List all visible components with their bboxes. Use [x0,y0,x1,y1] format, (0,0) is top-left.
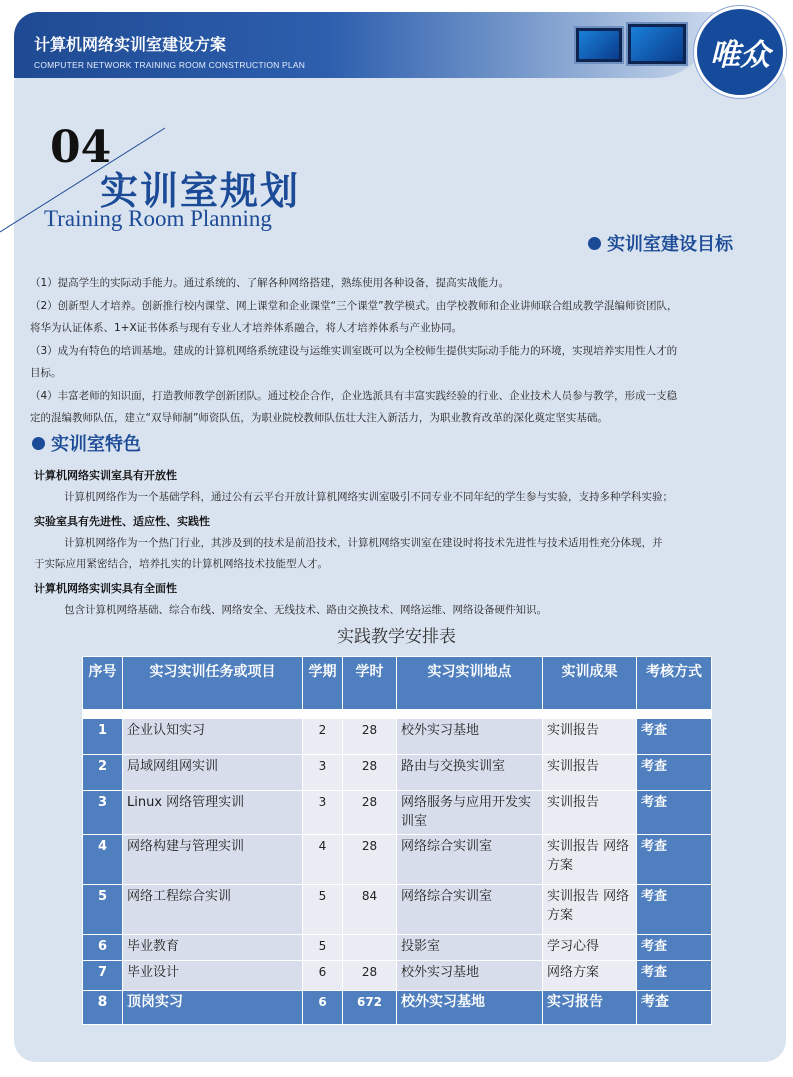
column-header: 考核方式 [637,657,712,710]
cell-result: 实习报告 [543,991,637,1025]
cell-task: 网络工程综合实训 [123,885,303,935]
goal-line: （3）成为有特色的培训基地。建成的计算机网络系统建设与运维实训室既可以为全校师生提供实际动手能力的环境，实现培养实用性人才的 [30,344,678,357]
cell-location: 网络综合实训室 [397,885,543,935]
cell-hours: 84 [343,885,397,935]
cell-result: 实训报告 网络方案 [543,885,637,935]
cell-hours: 28 [343,719,397,755]
table-row [83,991,712,1025]
table-row [83,885,712,935]
cell-hours: 672 [343,991,397,1025]
feature-text: 计算机网络作为一个热门行业，其涉及到的技术是前沿技术，计算机网络实训室在建设时将技术先进性与技术适用性充分体现，并 [64,537,663,549]
cell-term: 6 [303,991,343,1025]
cell-result: 实训报告 [543,719,637,755]
cell-no: 5 [83,885,123,935]
goal-line: （2）创新型人才培养。创新推行校内课堂、网上课堂和企业课堂“三个课堂”教学模式。由学校教师和企业讲师联合组成教学混编师资团队， [30,299,678,312]
column-header: 序号 [83,657,123,710]
features-heading: 实训室特色 [32,430,141,456]
brand-logo [694,6,786,98]
cell-task: 网络构建与管理实训 [123,835,303,885]
table-row [83,935,712,961]
cell-exam: 考查 [637,835,712,885]
cell-task: 毕业设计 [123,961,303,991]
cell-hours: 28 [343,791,397,835]
feature-title: 计算机网络实训实具有全面性 [34,582,177,595]
cell-location: 校外实习基地 [397,719,543,755]
cell-hours: 28 [343,835,397,885]
cell-no: 6 [83,935,123,961]
cell-location: 校外实习基地 [397,961,543,991]
cell-location: 网络综合实训室 [397,835,543,885]
cell-no: 2 [83,755,123,791]
cell-location: 校外实习基地 [397,991,543,1025]
cell-term: 5 [303,885,343,935]
header-title: 计算机网络实训室建设方案 [34,35,227,54]
feature-text: 于实际应用紧密结合，培养扎实的计算机网络技术技能型人才。 [34,558,328,570]
cell-exam: 考查 [637,885,712,935]
cell-term: 4 [303,835,343,885]
table-title: 实践教学安排表 [337,627,456,647]
column-header: 实习实训任务或项目 [123,657,303,710]
cell-term: 5 [303,935,343,961]
bullet-icon [588,237,601,250]
table-row [83,835,712,885]
goal-line: （4）丰富老师的知识面，打造教师教学创新团队。通过校企合作，企业选派具有丰富实践经验的行业、企业技术人员参与教学，形成一支稳 [30,389,678,402]
cell-result: 实训报告 [543,791,637,835]
table-row [83,719,712,755]
cell-no: 3 [83,791,123,835]
cell-exam: 考查 [637,791,712,835]
cell-no: 8 [83,991,123,1025]
feature-title: 计算机网络实训室具有开放性 [34,469,177,482]
logo-text: 唯众 [710,38,770,73]
feature-text: 包含计算机网络基础、综合布线、网络安全、无线技术、路由交换技术、网络运维、网络设备硬件知识。 [64,604,547,616]
cell-no: 1 [83,719,123,755]
section-title: 实训室规划 [100,168,301,213]
cell-location: 投影室 [397,935,543,961]
cell-result: 实训报告 网络方案 [543,835,637,885]
goal-line: 目标。 [30,367,62,379]
cell-exam: 考查 [637,961,712,991]
cell-task: 毕业教育 [123,935,303,961]
column-header: 学时 [343,657,397,710]
table-row [83,755,712,791]
cell-term: 6 [303,961,343,991]
schedule-table [82,656,712,1025]
table-header-row [83,657,712,710]
feature-title: 实验室具有先进性、适应性、实践性 [34,515,210,528]
cell-no: 4 [83,835,123,885]
table-row [83,961,712,991]
cell-term: 2 [303,719,343,755]
cell-task: 局域网组网实训 [123,755,303,791]
header-subtitle: COMPUTER NETWORK TRAINING ROOM CONSTRUCTION PLAN [34,60,306,70]
cell-term: 3 [303,755,343,791]
goals-heading: 实训室建设目标 [588,230,733,256]
goal-line: 定的混编教师队伍，建立“双导师制”师资队伍，为职业院校教师队伍壮大注入新活力，为职业教育改革的深化奠定坚实基础。 [30,412,608,424]
section-number: 04 [50,122,112,173]
cell-exam: 考查 [637,719,712,755]
column-header: 学期 [303,657,343,710]
cell-exam: 考查 [637,935,712,961]
cell-no: 7 [83,961,123,991]
cell-result: 网络方案 [543,961,637,991]
cell-result: 实训报告 [543,755,637,791]
column-header: 实训成果 [543,657,637,710]
cell-hours: 28 [343,755,397,791]
column-header: 实习实训地点 [397,657,543,710]
cell-task: 企业认知实习 [123,719,303,755]
cell-location: 路由与交换实训室 [397,755,543,791]
feature-text: 计算机网络作为一个基础学科，通过公有云平台开放计算机网络实训室吸引不同专业不同年纪的学生参与实验，支持多种学科实验； [64,491,673,503]
cell-task: Linux 网络管理实训 [123,791,303,835]
cell-task: 顶岗实习 [123,991,303,1025]
goal-line: （1）提高学生的实际动手能力。通过系统的、了解各种网络搭建，熟练使用各种设备，提高实战能力。 [30,277,510,289]
cell-hours [343,935,397,961]
goal-line: 将华为认证体系、1+X证书体系与现有专业人才培养体系融合，将人才培养体系与产业协同。 [30,322,463,334]
table-row [83,791,712,835]
bullet-icon [32,437,45,450]
cell-result: 学习心得 [543,935,637,961]
cell-location: 网络服务与应用开发实训室 [397,791,543,835]
cell-exam: 考查 [637,991,712,1025]
monitor-image [626,22,688,66]
monitor-image [574,26,624,64]
cell-term: 3 [303,791,343,835]
cell-hours: 28 [343,961,397,991]
section-title-en: Training Room Planning [44,206,272,231]
goals-text [30,272,775,430]
cell-exam: 考查 [637,755,712,791]
